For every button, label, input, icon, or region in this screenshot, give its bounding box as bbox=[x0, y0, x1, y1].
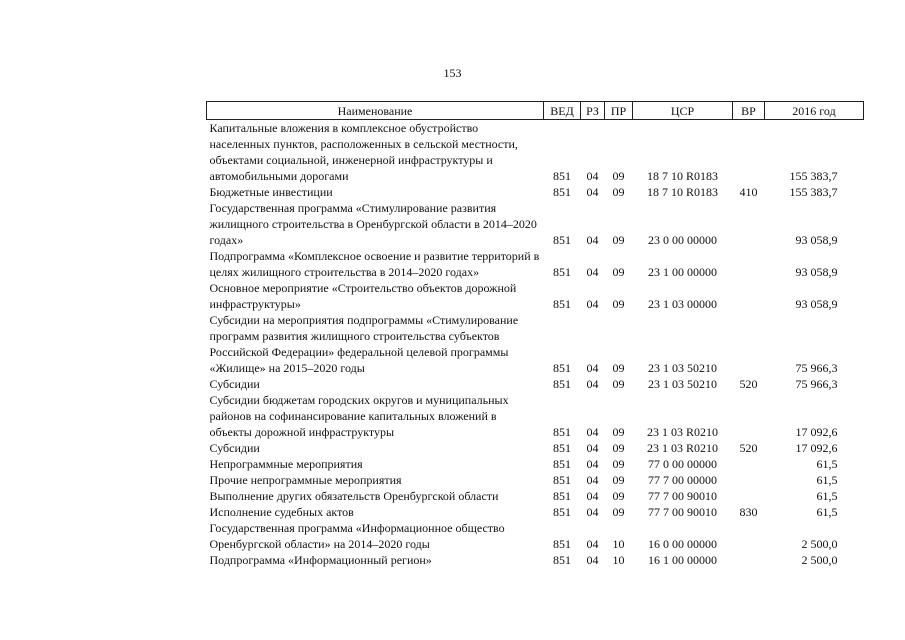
row-pr: 09 bbox=[612, 377, 625, 391]
row-name: Исполнение судебных актов bbox=[209, 505, 354, 519]
row-vr bbox=[733, 280, 765, 312]
row-name: Государственная программа «Стимулирование развития жилищного строительства в Оренбургской области в 2014–2020 годах» bbox=[209, 201, 537, 247]
row-name: Выполнение других обязательств Оренбургской области bbox=[209, 489, 499, 503]
row-pr: 09 bbox=[612, 361, 625, 375]
row-csr: 18 7 10 R0183 bbox=[646, 169, 718, 183]
header-rz: РЗ bbox=[581, 102, 605, 120]
row-amount: 61,5 bbox=[816, 505, 838, 519]
row-csr: 23 1 00 00000 bbox=[648, 265, 717, 279]
row-pr: 09 bbox=[612, 297, 625, 311]
row-name: Субсидии бюджетам городских округов и муниципальных районов на софинансирование капитальных вложений в объекты дорожной инфраструктуры bbox=[209, 393, 509, 439]
row-vr: 830 bbox=[739, 505, 758, 519]
header-csr: ЦСР bbox=[633, 102, 733, 120]
table-row bbox=[207, 472, 864, 488]
row-rz: 04 bbox=[586, 377, 599, 391]
row-amount: 2 500,0 bbox=[801, 553, 838, 567]
row-pr: 10 bbox=[612, 553, 625, 567]
row-amount: 155 383,7 bbox=[789, 169, 838, 183]
table-row bbox=[207, 312, 864, 376]
row-ved: 851 bbox=[553, 185, 571, 199]
row-name: Основное мероприятие «Строительство объектов дорожной инфраструктуры» bbox=[209, 281, 517, 311]
row-ved: 851 bbox=[553, 441, 571, 455]
row-vr bbox=[733, 392, 765, 440]
row-pr: 09 bbox=[612, 185, 625, 199]
row-csr: 23 1 03 R0210 bbox=[646, 441, 718, 455]
table-row bbox=[207, 392, 864, 440]
row-rz: 04 bbox=[586, 169, 599, 183]
row-amount: 93 058,9 bbox=[795, 265, 838, 279]
row-vr bbox=[733, 488, 765, 504]
row-ved: 851 bbox=[553, 169, 571, 183]
table-row bbox=[207, 552, 864, 568]
row-pr: 09 bbox=[612, 169, 625, 183]
row-ved: 851 bbox=[553, 425, 571, 439]
header-vr: ВР bbox=[733, 102, 765, 120]
row-amount: 93 058,9 bbox=[795, 233, 838, 247]
row-csr: 23 0 00 00000 bbox=[648, 233, 717, 247]
row-vr bbox=[733, 552, 765, 568]
table-row bbox=[207, 376, 864, 392]
row-rz: 04 bbox=[586, 233, 599, 247]
row-rz: 04 bbox=[586, 505, 599, 519]
table-body bbox=[207, 120, 864, 569]
row-csr: 16 0 00 00000 bbox=[648, 537, 717, 551]
row-name: Субсидии bbox=[209, 377, 260, 391]
table-row bbox=[207, 504, 864, 520]
row-vr: 410 bbox=[739, 185, 758, 199]
table-row bbox=[207, 248, 864, 280]
row-vr bbox=[733, 120, 765, 185]
row-name: Подпрограмма «Комплексное освоение и развитие территорий в целях жилищного строительства в 2014–2020 годах» bbox=[209, 249, 540, 279]
table-row bbox=[207, 440, 864, 456]
row-ved: 851 bbox=[553, 489, 571, 503]
row-ved: 851 bbox=[553, 537, 571, 551]
row-csr: 23 1 03 R0210 bbox=[646, 425, 718, 439]
header-name: Наименование bbox=[207, 102, 544, 120]
row-ved: 851 bbox=[553, 553, 571, 567]
row-name: Прочие непрограммные мероприятия bbox=[209, 473, 402, 487]
table-row bbox=[207, 520, 864, 552]
row-rz: 04 bbox=[586, 361, 599, 375]
row-rz: 04 bbox=[586, 185, 599, 199]
row-pr: 09 bbox=[612, 233, 625, 247]
header-pr: ПР bbox=[605, 102, 633, 120]
row-amount: 2 500,0 bbox=[801, 537, 838, 551]
table-row bbox=[207, 120, 864, 185]
row-amount: 93 058,9 bbox=[795, 297, 838, 311]
row-csr: 77 7 00 90010 bbox=[648, 489, 717, 503]
row-rz: 04 bbox=[586, 297, 599, 311]
page-number: 153 bbox=[443, 66, 462, 80]
budget-table bbox=[206, 101, 864, 568]
table-row bbox=[207, 184, 864, 200]
row-pr: 09 bbox=[612, 441, 625, 455]
row-ved: 851 bbox=[553, 233, 571, 247]
row-rz: 04 bbox=[586, 553, 599, 567]
row-amount: 61,5 bbox=[816, 489, 838, 503]
row-vr: 520 bbox=[739, 441, 758, 455]
table-header-row bbox=[207, 102, 864, 120]
row-amount: 61,5 bbox=[816, 473, 838, 487]
row-name: Субсидии bbox=[209, 441, 260, 455]
row-pr: 09 bbox=[612, 505, 625, 519]
row-amount: 75 966,3 bbox=[795, 377, 838, 391]
row-csr: 23 1 03 50210 bbox=[648, 361, 717, 375]
row-ved: 851 bbox=[553, 377, 571, 391]
row-vr: 520 bbox=[739, 377, 758, 391]
row-name: Государственная программа «Информационное общество Оренбургской области» на 2014–2020 годы bbox=[209, 521, 505, 551]
row-csr: 77 7 00 90010 bbox=[648, 505, 717, 519]
row-name: Субсидии на мероприятия подпрограммы «Стимулирование программ развития жилищного строительства субъектов Российской Федерации» федеральной целевой программы «Жилище» на 2015–2020 годы bbox=[209, 313, 519, 375]
row-vr bbox=[733, 200, 765, 248]
row-vr bbox=[733, 456, 765, 472]
row-vr bbox=[733, 312, 765, 376]
row-csr: 77 0 00 00000 bbox=[648, 457, 717, 471]
row-csr: 23 1 03 00000 bbox=[648, 297, 717, 311]
row-name: Капитальные вложения в комплексное обустройство населенных пунктов, расположенных в сельской местности, объектами социальной, инженерной инфраструктуры и автомобильными дорогами bbox=[209, 121, 518, 183]
row-rz: 04 bbox=[586, 473, 599, 487]
row-csr: 16 1 00 00000 bbox=[648, 553, 717, 567]
row-vr bbox=[733, 248, 765, 280]
row-csr: 18 7 10 R0183 bbox=[646, 185, 718, 199]
table-row bbox=[207, 200, 864, 248]
row-rz: 04 bbox=[586, 265, 599, 279]
row-ved: 851 bbox=[553, 505, 571, 519]
row-ved: 851 bbox=[553, 473, 571, 487]
row-name: Подпрограмма «Информационный регион» bbox=[209, 553, 432, 567]
row-amount: 155 383,7 bbox=[789, 185, 838, 199]
row-vr bbox=[733, 472, 765, 488]
table-row bbox=[207, 488, 864, 504]
table-row bbox=[207, 456, 864, 472]
header-year: 2016 год bbox=[765, 102, 864, 120]
row-amount: 75 966,3 bbox=[795, 361, 838, 375]
row-vr bbox=[733, 520, 765, 552]
row-rz: 04 bbox=[586, 489, 599, 503]
row-ved: 851 bbox=[553, 265, 571, 279]
row-ved: 851 bbox=[553, 361, 571, 375]
row-name: Непрограммные мероприятия bbox=[209, 457, 363, 471]
row-rz: 04 bbox=[586, 441, 599, 455]
row-amount: 61,5 bbox=[816, 457, 838, 471]
row-pr: 09 bbox=[612, 265, 625, 279]
row-csr: 77 7 00 00000 bbox=[648, 473, 717, 487]
row-csr: 23 1 03 50210 bbox=[648, 377, 717, 391]
row-name: Бюджетные инвестиции bbox=[209, 185, 333, 199]
row-amount: 17 092,6 bbox=[795, 425, 838, 439]
row-ved: 851 bbox=[553, 297, 571, 311]
row-ved: 851 bbox=[553, 457, 571, 471]
row-rz: 04 bbox=[586, 537, 599, 551]
row-pr: 09 bbox=[612, 425, 625, 439]
row-pr: 09 bbox=[612, 457, 625, 471]
row-pr: 09 bbox=[612, 473, 625, 487]
row-amount: 17 092,6 bbox=[795, 441, 838, 455]
header-ved: ВЕД bbox=[544, 102, 581, 120]
row-pr: 10 bbox=[612, 537, 625, 551]
row-pr: 09 bbox=[612, 489, 625, 503]
row-rz: 04 bbox=[586, 425, 599, 439]
row-rz: 04 bbox=[586, 457, 599, 471]
table-row bbox=[207, 280, 864, 312]
